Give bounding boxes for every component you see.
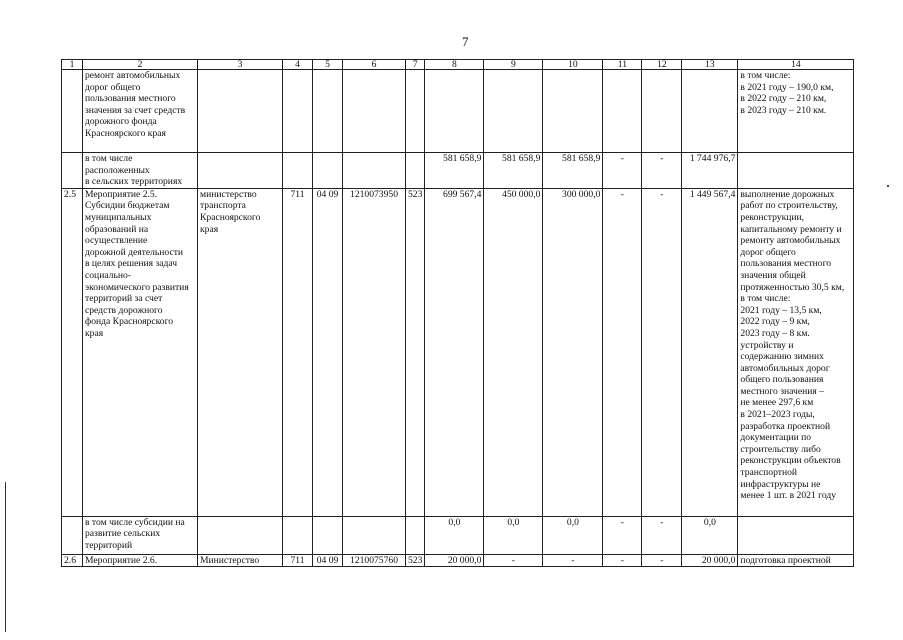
- expected-result: [738, 554, 854, 566]
- text-line: социально-: [85, 269, 131, 281]
- text-line: местного значения –: [740, 385, 824, 397]
- amount-2022: -: [484, 554, 543, 566]
- amount-2023: 300 000,0: [543, 188, 603, 516]
- amount-2021: [425, 70, 484, 153]
- amount-total: 0,0: [682, 516, 738, 554]
- text-line: 2023 году – 8 км.: [740, 327, 810, 339]
- text-line: подготовка проектной: [740, 554, 831, 566]
- text-line: ремонт автомобильных: [85, 70, 181, 81]
- header-cell: 2: [83, 60, 198, 70]
- text-line: образований на: [85, 223, 149, 235]
- row-number: [62, 153, 83, 189]
- text-line: пользования местного: [740, 258, 832, 270]
- text-line: в 2023 году – 210 км.: [740, 104, 827, 116]
- text-line: осуществление: [85, 235, 148, 247]
- text-line: Красноярского: [200, 211, 261, 223]
- grbs-code: 711: [283, 554, 313, 566]
- text-line: 2021 году – 13,5 км,: [740, 304, 822, 316]
- text-line: в целях решения задач: [85, 258, 178, 270]
- text-line: Красноярского края: [85, 127, 166, 139]
- header-cell: 14: [738, 60, 854, 70]
- amount-2021: 581 658,9: [425, 153, 484, 189]
- header-cell: 7: [406, 60, 425, 70]
- text-line: дорожного фонда: [85, 116, 157, 128]
- grbs-code: [283, 70, 313, 153]
- text-line: в том числе: [85, 153, 133, 164]
- header-cell: 13: [682, 60, 738, 70]
- text-line: Мероприятие 2.5.: [85, 188, 158, 200]
- amount-total: [682, 70, 738, 153]
- section-code: [313, 153, 343, 189]
- text-line: реконструкции,: [740, 211, 805, 223]
- expected-result: [738, 188, 854, 516]
- administrator: [198, 70, 283, 153]
- text-line: общего пользования: [740, 374, 824, 386]
- expense-type-code: 523: [406, 554, 425, 566]
- text-line: края: [85, 327, 104, 339]
- text-line: средств дорожного: [85, 304, 163, 316]
- text-line: транспорта: [200, 200, 246, 212]
- grbs-code: [283, 516, 313, 554]
- amount-col-12: [642, 70, 682, 153]
- target-item-code: [343, 70, 406, 153]
- target-item-code: [343, 153, 406, 189]
- text-line: расположенных: [85, 164, 150, 176]
- header-cell: 5: [313, 60, 343, 70]
- expected-result: [738, 70, 854, 153]
- text-line: документации по: [740, 432, 812, 444]
- page-number: 7: [462, 34, 469, 49]
- text-line: дорожной деятельности: [85, 246, 184, 258]
- text-line: дорог общего: [85, 81, 141, 93]
- header-row: [62, 60, 854, 70]
- administrator: [198, 153, 283, 189]
- expense-type-code: [406, 70, 425, 153]
- text-line: инфраструктуры не: [740, 478, 821, 490]
- amount-col-12: -: [642, 188, 682, 516]
- text-line: в том числе:: [740, 70, 791, 81]
- activity-name: [83, 153, 198, 189]
- administrator: [198, 516, 283, 554]
- amount-col-11: -: [603, 554, 642, 566]
- table-row: [62, 188, 854, 516]
- amount-total: 1 449 567,4: [682, 188, 738, 516]
- expected-result: [738, 153, 854, 189]
- text-line: края: [200, 223, 219, 235]
- text-line: пользования местного: [85, 93, 176, 105]
- table-row: [62, 70, 854, 153]
- text-line: ремонту автомобильных: [740, 235, 841, 247]
- scan-speck: [887, 185, 889, 187]
- text-line: 2022 году – 9 км,: [740, 316, 810, 328]
- text-line: территорий: [85, 539, 133, 551]
- amount-total: 1 744 976,7: [682, 153, 738, 189]
- amount-col-11: -: [603, 516, 642, 554]
- table-row: [62, 153, 854, 189]
- grbs-code: 711: [283, 188, 313, 516]
- budget-table: [61, 59, 854, 567]
- row-number: 2.5: [62, 188, 83, 516]
- amount-col-12: -: [642, 153, 682, 189]
- header-cell: 9: [484, 60, 543, 70]
- text-line: работ по строительству,: [740, 200, 838, 212]
- row-number: [62, 516, 83, 554]
- text-line: территорий за счет: [85, 293, 163, 305]
- header-cell: 12: [642, 60, 682, 70]
- activity-name: [83, 554, 198, 566]
- text-line: в сельских территориях: [85, 176, 183, 188]
- amount-2022: [484, 70, 543, 153]
- text-line: капитальному ремонту и: [740, 223, 842, 235]
- administrator: [198, 554, 283, 566]
- text-line: значения за счет средств: [85, 104, 186, 116]
- section-code: 04 09: [313, 554, 343, 566]
- text-line: экономического развития: [85, 281, 189, 293]
- amount-2023: 581 658,9: [543, 153, 603, 189]
- text-line: транспортной: [740, 467, 798, 479]
- header-cell: 8: [425, 60, 484, 70]
- amount-col-12: -: [642, 516, 682, 554]
- expense-type-code: [406, 516, 425, 554]
- text-line: развитие сельских: [85, 528, 161, 540]
- section-code: [313, 70, 343, 153]
- amount-2023: -: [543, 554, 603, 566]
- amount-total: 20 000,0: [682, 554, 738, 566]
- header-cell: 3: [198, 60, 283, 70]
- row-number: 2.6: [62, 554, 83, 566]
- header-cell: 1: [62, 60, 83, 70]
- target-item-code: 1210073950: [343, 188, 406, 516]
- expense-type-code: [406, 153, 425, 189]
- text-line: Министерство: [200, 554, 260, 566]
- header-cell: 10: [543, 60, 603, 70]
- expected-result: [738, 516, 854, 554]
- amount-2021: 0,0: [425, 516, 484, 554]
- text-line: строительству либо: [740, 443, 821, 455]
- text-line: муниципальных: [85, 211, 152, 223]
- amount-2022: 450 000,0: [484, 188, 543, 516]
- amount-2021: 699 567,4: [425, 188, 484, 516]
- amount-2022: 0,0: [484, 516, 543, 554]
- text-line: в том числе:: [740, 293, 791, 305]
- text-line: дорог общего: [740, 246, 796, 258]
- text-line: значения общей: [740, 269, 806, 281]
- section-code: [313, 516, 343, 554]
- amount-2021: 20 000,0: [425, 554, 484, 566]
- amount-col-11: [603, 70, 642, 153]
- amount-col-11: -: [603, 188, 642, 516]
- table-row: [62, 516, 854, 554]
- text-line: протяженностью 30,5 км,: [740, 281, 845, 293]
- binding-margin-line: [5, 482, 6, 632]
- text-line: министерство: [200, 188, 257, 200]
- amount-2022: 581 658,9: [484, 153, 543, 189]
- activity-name: [83, 188, 198, 516]
- amount-col-11: -: [603, 153, 642, 189]
- text-line: устройству и: [740, 339, 794, 351]
- header-cell: 11: [603, 60, 642, 70]
- section-code: 04 09: [313, 188, 343, 516]
- activity-name: [83, 70, 198, 153]
- expense-type-code: 523: [406, 188, 425, 516]
- amount-2023: [543, 70, 603, 153]
- text-line: выполнение дорожных: [740, 188, 835, 200]
- text-line: в 2021 году – 190,0 км,: [740, 81, 834, 93]
- text-line: менее 1 шт. в 2021 году: [740, 490, 837, 502]
- text-line: Субсидии бюджетам: [85, 200, 170, 212]
- target-item-code: 1210075760: [343, 554, 406, 566]
- row-number: [62, 70, 83, 153]
- text-line: реконструкции объектов: [740, 455, 841, 467]
- text-line: в 2022 году – 210 км,: [740, 93, 827, 105]
- header-cell: 6: [343, 60, 406, 70]
- text-line: в том числе субсидии на: [85, 516, 185, 528]
- text-line: содержанию зимних: [740, 351, 824, 363]
- table-row: [62, 554, 854, 566]
- text-line: в 2021–2023 годы,: [740, 409, 815, 421]
- amount-2023: 0,0: [543, 516, 603, 554]
- text-line: разработка проектной: [740, 420, 831, 432]
- text-line: автомобильных дорог: [740, 362, 830, 374]
- amount-col-12: -: [642, 554, 682, 566]
- target-item-code: [343, 516, 406, 554]
- text-line: Мероприятие 2.6.: [85, 554, 158, 566]
- text-line: не менее 297,6 км: [740, 397, 814, 409]
- administrator: [198, 188, 283, 516]
- header-cell: 4: [283, 60, 313, 70]
- grbs-code: [283, 153, 313, 189]
- activity-name: [83, 516, 198, 554]
- text-line: фонда Красноярского: [85, 316, 174, 328]
